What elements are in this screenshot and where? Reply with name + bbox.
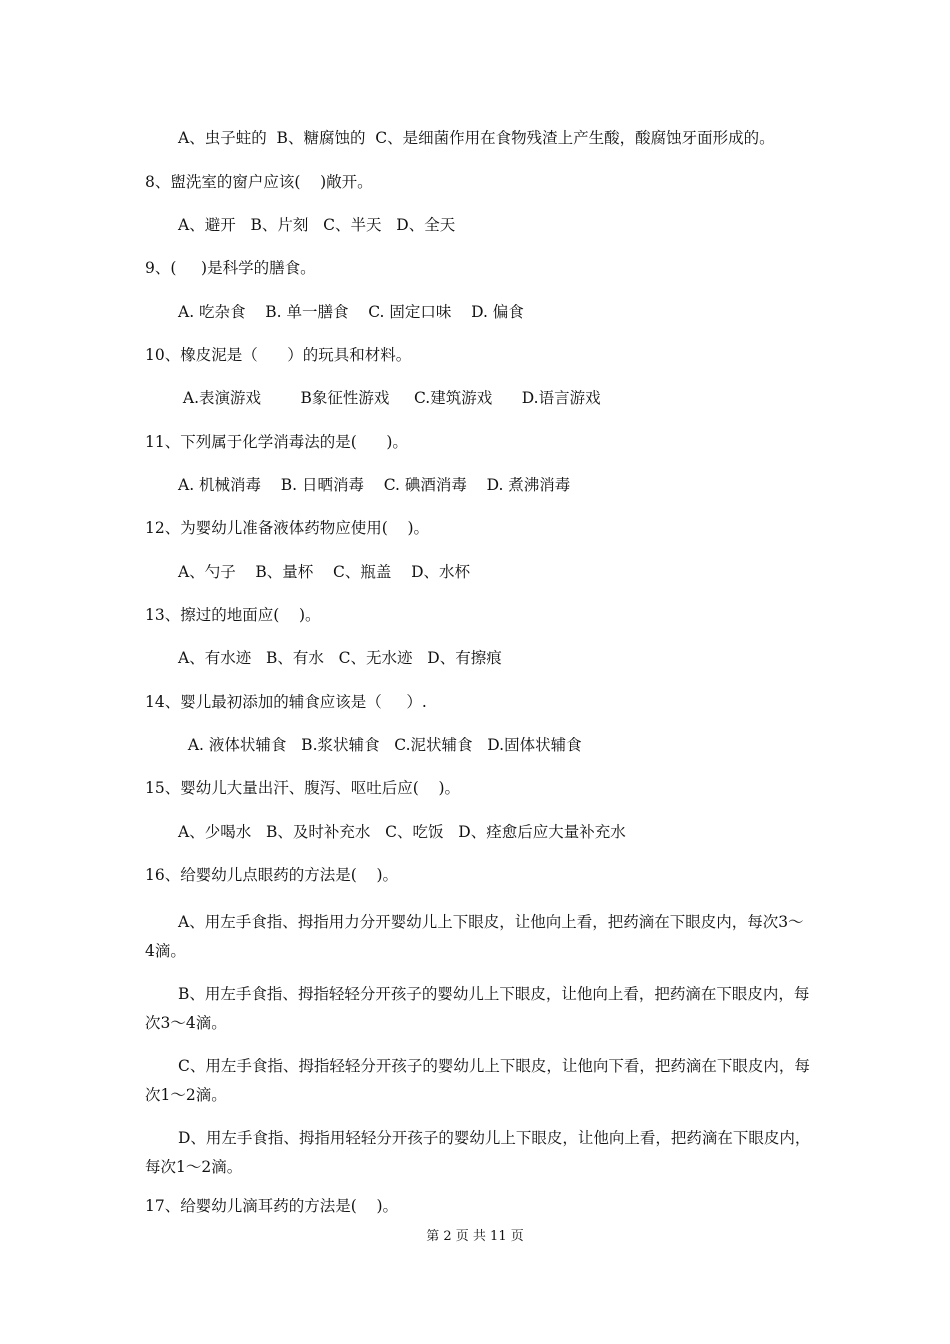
q13-options: A、有水迹 B、有水 C、无水迹 D、有擦痕 xyxy=(178,649,502,667)
q7-options: A、虫子蛀的 B、糖腐蚀的 C、是细菌作用在食物残渣上产生酸，酸腐蚀牙面形成的。 xyxy=(178,129,775,147)
q16-question: 16、给婴幼儿点眼药的方法是( )。 xyxy=(145,866,399,884)
q16-option-b xyxy=(145,980,813,1038)
q16-option-c-text: C、用左手食指、拇指轻轻分开孩子的婴幼儿上下眼皮，让他向下看，把药滴在下眼皮内，每次1～2滴。 xyxy=(145,1057,810,1104)
q16-option-a-text: A、用左手食指、拇指用力分开婴幼儿上下眼皮，让他向上看，把药滴在下眼皮内，每次3～4滴。 xyxy=(145,913,804,960)
q9-options: A. 吃杂食 B. 单一膳食 C. 固定口味 D. 偏食 xyxy=(178,303,524,321)
q16-option-b-text: B、用左手食指、拇指轻轻分开孩子的婴幼儿上下眼皮，让他向上看，把药滴在下眼皮内，每次3～4滴。 xyxy=(145,985,810,1032)
q10-question: 10、橡皮泥是（ ）的玩具和材料。 xyxy=(145,346,412,364)
q8-question: 8、盥洗室的窗户应该( )敞开。 xyxy=(145,173,373,191)
q12-options: A、勺子 B、量杯 C、瓶盖 D、水杯 xyxy=(178,563,470,581)
q12-question: 12、为婴幼儿准备液体药物应使用( )。 xyxy=(145,519,430,537)
q16-option-d xyxy=(145,1124,813,1182)
q11-options: A. 机械消毒 B. 日晒消毒 C. 碘酒消毒 D. 煮沸消毒 xyxy=(178,476,571,494)
q9-question: 9、( )是科学的膳食。 xyxy=(145,259,316,277)
q10-options: A.表演游戏 B象征性游戏 C.建筑游戏 D.语言游戏 xyxy=(178,389,601,407)
q15-options: A、少喝水 B、及时补充水 C、吃饭 D、痊愈后应大量补充水 xyxy=(178,823,626,841)
q8-options: A、避开 B、片刻 C、半天 D、全天 xyxy=(178,216,456,234)
q14-question: 14、婴儿最初添加的辅食应该是（ ）. xyxy=(145,693,427,711)
q16-option-d-text: D、用左手食指、拇指用轻轻分开孩子的婴幼儿上下眼皮，让他向上看，把药滴在下眼皮内，每次1～2滴。 xyxy=(145,1129,811,1176)
q16-option-c xyxy=(145,1052,813,1110)
q17-question: 17、给婴幼儿滴耳药的方法是( )。 xyxy=(145,1197,399,1215)
q13-question: 13、擦过的地面应( )。 xyxy=(145,606,321,624)
q15-question: 15、婴幼儿大量出汗、腹泻、呕吐后应( )。 xyxy=(145,779,461,797)
q16-option-a xyxy=(145,908,813,966)
q14-options: A. 液体状辅食 B.浆状辅食 C.泥状辅食 D.固体状辅食 xyxy=(178,736,582,754)
q11-question: 11、下列属于化学消毒法的是( )。 xyxy=(145,433,408,451)
page-footer: 第 2 页 共 11 页 xyxy=(426,1229,524,1244)
